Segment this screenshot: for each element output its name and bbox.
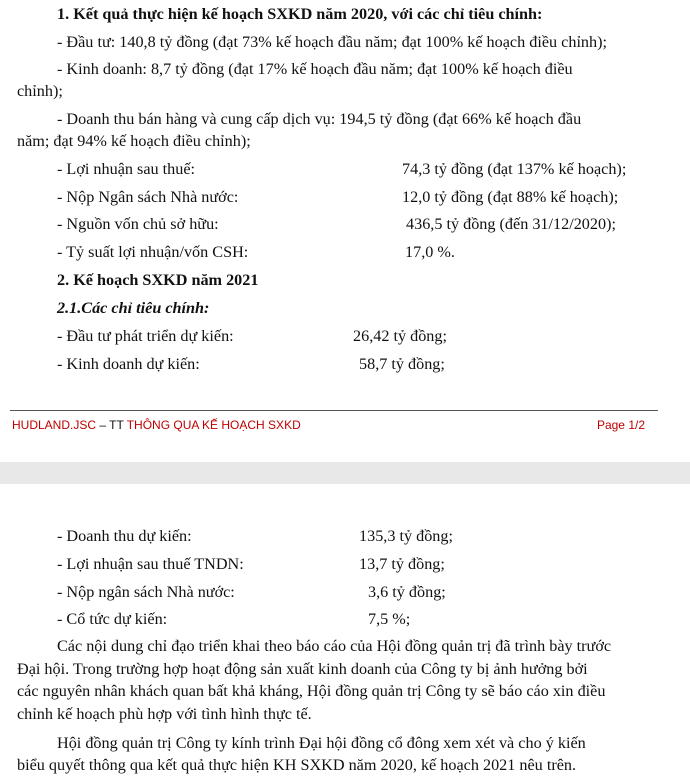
expected-business-value: 58,7 tỷ đồng; bbox=[359, 355, 445, 373]
state-budget-label: - Nộp ngân sách Nhà nước: bbox=[57, 583, 235, 601]
footer-left bbox=[12, 418, 301, 432]
budget-label: - Nộp Ngân sách Nhà nước: bbox=[57, 188, 239, 206]
section-2-heading: 2. Kế hoạch SXKD năm 2021 bbox=[57, 271, 259, 289]
equity-value: 436,5 tỷ đồng (đến 31/12/2020); bbox=[406, 215, 616, 233]
paragraph-2-line-2: biểu quyết thông qua kết quả thực hiện KH SXKD năm 2020, kế hoạch 2021 nêu trên. bbox=[17, 756, 577, 774]
dev-investment-value: 26,42 tỷ đồng; bbox=[353, 327, 447, 345]
expected-revenue-label: - Doanh thu dự kiến: bbox=[57, 527, 192, 545]
after-tax-profit-label: - Lợi nhuận sau thuế TNDN: bbox=[57, 555, 244, 573]
roe-label: - Tỷ suất lợi nhuận/vốn CSH: bbox=[57, 243, 249, 261]
roe-value: 17,0 %. bbox=[405, 243, 455, 261]
paragraph-1-line-1: Các nội dung chỉ đạo triển khai theo báo cáo của Hội đồng quản trị đã trình bày trước bbox=[57, 637, 612, 655]
business-line-2: chỉnh); bbox=[17, 82, 63, 100]
section-2-1-subheading: 2.1.Các chỉ tiêu chính: bbox=[57, 299, 210, 317]
paragraph-1-line-3: các nguyên nhân khách quan bất khả kháng, Hội đồng quản trị Công ty sẽ báo cáo xin điều bbox=[17, 682, 606, 700]
after-tax-profit-value: 13,7 tỷ đồng; bbox=[359, 555, 445, 573]
revenue-line-1: - Doanh thu bán hàng và cung cấp dịch vụ: 194,5 tỷ đồng (đạt 66% kế hoạch đầu bbox=[57, 110, 582, 128]
profit-value: 74,3 tỷ đồng (đạt 137% kế hoạch); bbox=[402, 160, 627, 178]
equity-label: - Nguồn vốn chủ sở hữu: bbox=[57, 215, 219, 233]
profit-label: - Lợi nhuận sau thuế: bbox=[57, 160, 196, 178]
business-line-1: - Kinh doanh: 8,7 tỷ đồng (đạt 17% kế hoạch đầu năm; đạt 100% kế hoạch điều bbox=[57, 60, 573, 78]
paragraph-1-line-4: chỉnh kế hoạch phù hợp với tình hình thực tế. bbox=[17, 705, 312, 723]
section-1-heading: 1. Kết quả thực hiện kế hoạch SXKD năm 2020, với các chỉ tiêu chính: bbox=[57, 5, 543, 23]
footer-divider bbox=[10, 410, 658, 411]
footer-title: THÔNG QUA KẾ HOẠCH SXKD bbox=[126, 418, 301, 432]
footer-page-number: Page 1/2 bbox=[596, 418, 645, 432]
expected-revenue-value: 135,3 tỷ đồng; bbox=[359, 527, 453, 545]
paragraph-1-line-2: Đại hội. Trong trường hợp hoạt động sản xuất kinh doanh của Công ty bị ảnh hưởng bởi bbox=[17, 660, 588, 678]
dividend-value: 7,5 %; bbox=[368, 610, 411, 628]
footer-company: HUDLAND.JSC bbox=[12, 418, 97, 432]
expected-business-label: - Kinh doanh dự kiến: bbox=[57, 355, 200, 373]
paragraph-2-line-1: Hội đồng quản trị Công ty kính trình Đại hội đồng cổ đông xem xét và cho ý kiến bbox=[57, 734, 586, 752]
budget-value: 12,0 tỷ đồng (đạt 88% kế hoạch); bbox=[402, 188, 619, 206]
footer-dash: – TT bbox=[96, 418, 127, 432]
dividend-label: - Cổ tức dự kiến: bbox=[57, 610, 168, 628]
state-budget-value: 3,6 tỷ đồng; bbox=[368, 583, 446, 601]
investment-line: - Đầu tư: 140,8 tỷ đồng (đạt 73% kế hoạch đầu năm; đạt 100% kế hoạch điều chỉnh); bbox=[57, 33, 608, 51]
dev-investment-label: - Đầu tư phát triển dự kiến: bbox=[57, 327, 234, 345]
page-2 bbox=[0, 484, 690, 781]
page-gap bbox=[0, 462, 690, 484]
revenue-line-2: năm; đạt 94% kế hoạch điều chỉnh); bbox=[17, 132, 251, 150]
